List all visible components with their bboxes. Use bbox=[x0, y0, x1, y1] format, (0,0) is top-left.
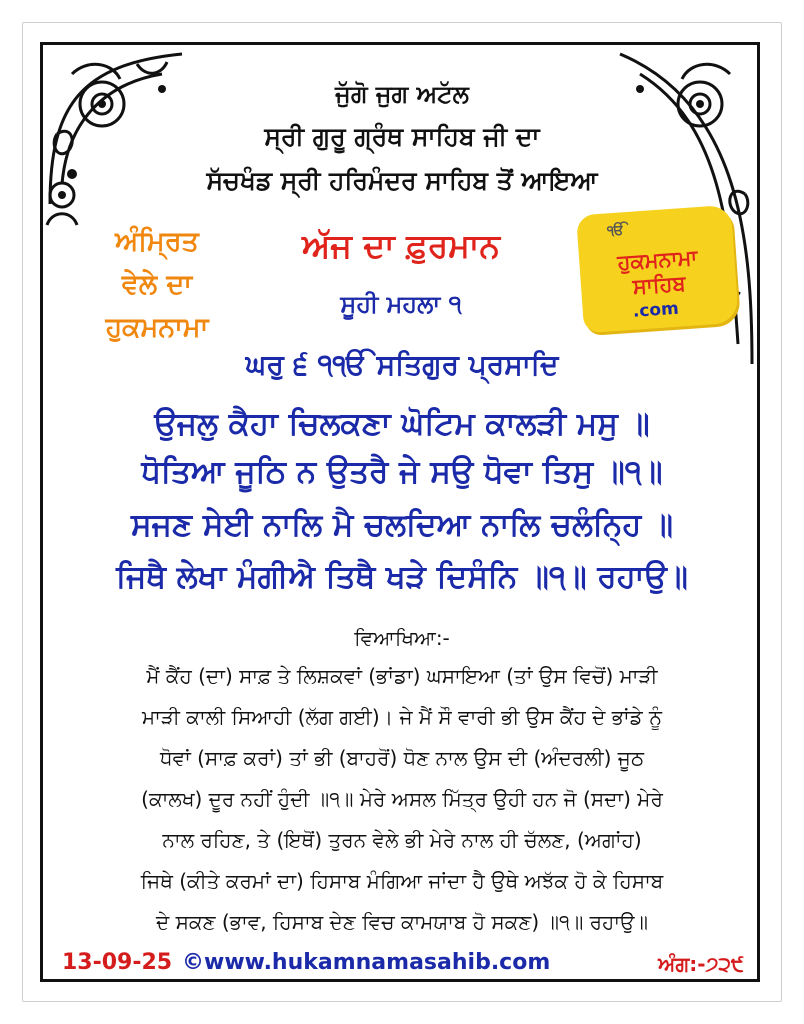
header-line-1: ਜੁੱਗੋ ਜੁਗ ਅਟੱਲ bbox=[335, 80, 469, 108]
explanation-line: (ਕਾਲਖ) ਦੂਰ ਨਹੀਂ ਹੁੰਦੀ ॥੧॥ ਮੇਰੇ ਅਸਲ ਮਿੱਤ੍ਰ ਉਹੀ ਹਨ ਜੋ (ਸਦਾ) ਮੇਰੇ bbox=[141, 787, 663, 811]
amrit-line-2: ਵੇਲੇ ਦਾ bbox=[121, 269, 193, 300]
todays-farman-title: ਅੱਜ ਦਾ ਫ਼ੁਰਮਾਨ bbox=[301, 226, 501, 265]
logo-line-2: ਸਾਹਿਬ bbox=[631, 271, 687, 299]
footer-website-link[interactable]: ©www.hukamnamasahib.com bbox=[182, 950, 551, 975]
gurbani-line-4: ਜਿਥੈ ਲੇਖਾ ਮੰਗੀਐ ਤਿਥੈ ਖੜੇ ਦਿਸੰਨਿ ॥੧॥ ਰਹਾਉ॥ bbox=[116, 559, 688, 595]
header-line-3: ਸੱਚਖੰਡ ਸ੍ਰੀ ਹਰਿਮੰਦਰ ਸਾਹਿਬ ਤੋਂ ਆਇਆ bbox=[206, 166, 598, 195]
logo-line-1: ਹੁਕਮਨਾਮਾ bbox=[616, 245, 699, 275]
raag-mahala: ਸੂਹੀ ਮਹਲਾ ੧ bbox=[340, 290, 462, 318]
footer bbox=[52, 950, 752, 980]
explanation-line: ਧੋਵਾਂ (ਸਾਫ਼ ਕਰਾਂ) ਤਾਂ ਭੀ (ਬਾਹਰੋਂ) ਧੋਣ ਨਾਲ ਉਸ ਦੀ (ਅੰਦਰਲੀ) ਜੂਠ bbox=[160, 746, 644, 770]
explanation-line: ਮੈਂ ਕੈਂਹ (ਦਾ) ਸਾਫ਼ ਤੇ ਲਿਸ਼ਕਵਾਂ (ਭਾਂਡਾ) ਘਸਾਇਆ (ਤਾਂ ਉਸ ਵਿਚੋਂ) ਮਾੜੀ bbox=[146, 664, 658, 688]
ik-onkar-icon: ੴ bbox=[606, 222, 625, 240]
amrit-line-1: ਅੰਮ੍ਰਿਤ bbox=[115, 226, 199, 257]
explanation-line: ਨਾਲ ਰਹਿਣ, ਤੇ (ਇਥੋਂ) ਤੁਰਨ ਵੇਲੇ ਭੀ ਮੇਰੇ ਨਾਲ ਹੀ ਚੱਲਣ, (ਅਗਾਂਹ) bbox=[162, 828, 642, 852]
gurbani-line-3: ਸਜਣ ਸੇਈ ਨਾਲਿ ਮੈ ਚਲਦਿਆ ਨਾਲਿ ਚਲੰਨ੍ਹਿ ॥ bbox=[130, 507, 673, 543]
amrit-vele-label bbox=[62, 220, 252, 349]
gurbani-line-1: ਉਜਲੁ ਕੈਹਾ ਚਿਲਕਣਾ ਘੋਟਿਮ ਕਾਲੜੀ ਮਸੁ ॥ bbox=[154, 406, 650, 442]
explanation-line: ਮਾੜੀ ਕਾਲੀ ਸਿਆਹੀ (ਲੱਗ ਗਈ)। ਜੇ ਮੈਂ ਸੌ ਵਾਰੀ ਭੀ ਉਸ ਕੈਂਹ ਦੇ ਭਾਂਡੇ ਨੂੰ bbox=[141, 705, 663, 729]
explanation-heading: ਵਿਆਖਿਆ:- bbox=[354, 626, 450, 650]
gurbani-line-2: ਧੋਤਿਆ ਜੂਠਿ ਨ ਉਤਰੈ ਜੇ ਸਉ ਧੋਵਾ ਤਿਸੁ ॥੧॥ bbox=[141, 454, 663, 490]
explanation-line: ਜਿਥੇ (ਕੀਤੇ ਕਰਮਾਂ ਦਾ) ਹਿਸਾਬ ਮੰਗਿਆ ਜਾਂਦਾ ਹੈ ਉਥੇ ਅਝੱਕ ਹੋ ਕੇ ਹਿਸਾਬ bbox=[140, 869, 664, 893]
footer-date: 13-09-25 bbox=[62, 950, 173, 975]
gurbani-heading: ਘਰੁ ੬ ੧ੴ ਸਤਿਗੁਰ ਪ੍ਰਸਾਦਿ bbox=[245, 348, 559, 381]
explanation-line: ਦੇ ਸਕਣ (ਭਾਵ, ਹਿਸਾਬ ਦੇਣ ਵਿਚ ਕਾਮਯਾਬ ਹੋ ਸਕਣ) ॥੧॥ ਰਹਾਉ॥ bbox=[155, 910, 649, 934]
amrit-line-3: ਹੁਕਮਨਾਮਾ bbox=[105, 312, 209, 343]
header-line-2: ਸ੍ਰੀ ਗੁਰੂ ਗ੍ਰੰਥ ਸਾਹਿਬ ਜੀ ਦਾ bbox=[264, 122, 540, 151]
hukamnama-sahib-logo bbox=[576, 205, 739, 334]
logo-line-3: .com bbox=[632, 298, 680, 322]
footer-ang-number: ਅੰਗ:-੭੨੯ bbox=[658, 952, 744, 976]
